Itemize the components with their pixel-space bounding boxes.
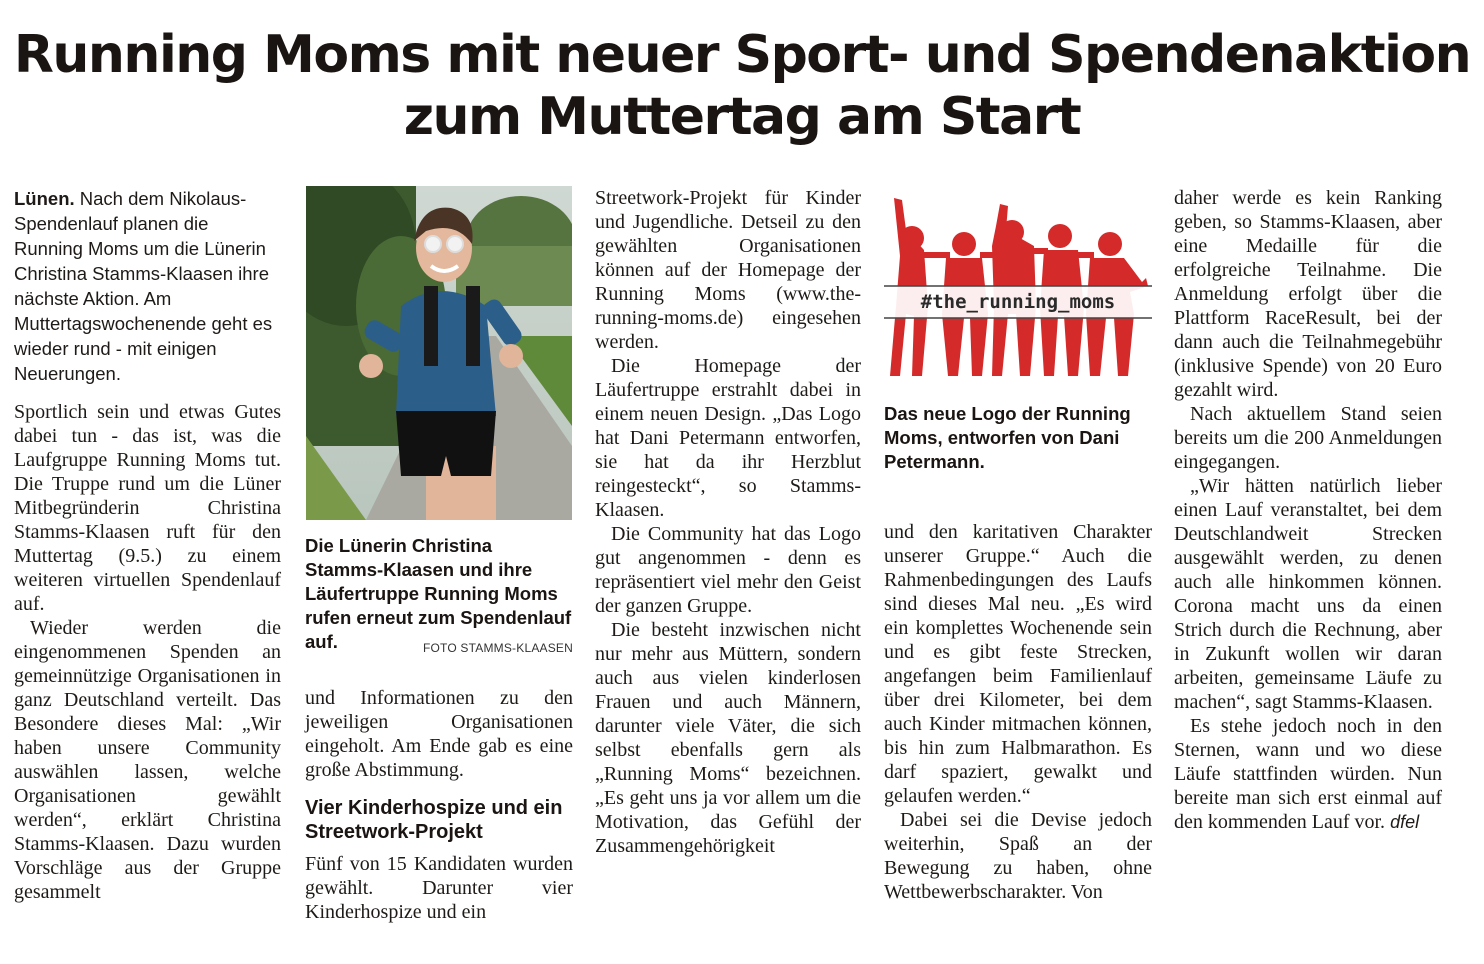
paragraph: daher werde es kein Ranking geben, so Stamms-Klaasen, aber eine Medaille für die erfolgreiche Teilnahme. Die Anmeldung erfolgt über die Plattform RaceResult, bei der dann auch die Teilnahmegebühr (inklusive Spende) von 20 Euro gezahlt wird. [1174,187,1442,401]
logo-hashtag-text: #the_running_moms [920,291,1116,313]
photo-caption-text: Die Lünerin Christina Stamms-Klaasen und ihre Läufertruppe Running Moms rufen erneut zum Spendenlauf auf. [305,535,572,652]
column-5 [1174,186,1442,834]
headline-line-2: zum Muttertag am Start [403,87,1081,147]
column-3 [595,186,861,858]
paragraph: Dabei sei die Devise jedoch weiterhin, Spaß an der Bewegung zu haben, ohne Wettbewerbscharakter. Von [884,809,1152,903]
column-1 [14,186,281,904]
paragraph: Streetwork-Projekt für Kinder und Jugendliche. Detseil zu den gewählten Organisationen können auf der Homepage der Running Moms (www.the-running-moms.de) eingesehen werden. [595,187,861,353]
intro-paragraph [14,186,281,386]
headline-line-1: Running Moms mit neuer Sport- und Spendenaktion [13,25,1471,85]
paragraph: Nach aktuellem Stand seien bereits um die 200 Anmeldungen eingegangen. [1174,403,1442,473]
paragraph [1174,714,1442,834]
logo-caption-block [884,402,1154,474]
logo-caption: Das neue Logo der Running Moms, entworfen von Dani Petermann. [884,403,1131,472]
article-headline [0,24,1484,148]
subheadline: Vier Kinderhospize und ein Streetwork-Projekt [305,797,563,843]
column-2 [305,686,573,924]
intro-text: Nach dem Nikolaus-Spendenlauf planen die Running Moms um die Lünerin Christina Stamms-Klaasen ihre nächste Aktion. Am Muttertagswochenende geht es wieder rund - mit einigen Neuerungen. [14,188,273,384]
author-signature: dfel [1390,812,1420,832]
runner-photo-image [306,186,572,520]
closing-text: Es stehe jedoch noch in den Sternen, wann und wo diese Läufe stattfinden würden. Nun bereite man sich erst einmal auf den kommenden Lauf vor. [1174,715,1442,833]
paragraph: Sportlich sein und etwas Gutes dabei tun - das ist, was die Laufgruppe Running Moms tut. Die Truppe rund um die Lüner Mitbegründerin Christina Stamms-Klaasen ruft für den Muttertag (9.5.) zu einem weiteren virtuellen Spendenlauf auf. [14,401,281,615]
photo-caption [305,534,573,654]
running-moms-logo [884,186,1152,382]
column-4 [884,520,1152,904]
photo-credit: FOTO STAMMS-KLAASEN [422,641,573,655]
paragraph: Wieder werden die eingenommenen Spenden an gemeinnützige Organisationen in ganz Deutschland verteilt. Das Besondere dieses Mal: „Wir haben unsere Community auswählen lassen, welche Organisationen gewählt werden“, erklärt Christina Stamms-Klaasen. Dazu wurden Vorschläge aus der Gruppe gesammelt [14,617,281,903]
paragraph: Die besteht inzwischen nicht nur mehr aus Müttern, sondern auch aus vielen kinderlosen Frauen und auch Männern, darunter viele Väter, die sich selbst ebenfalls gern als „Running Moms“ bezeichnen. „Es geht uns ja vor allem um die Motivation, das Gefühl der Zusammengehörigkeit [595,619,861,857]
paragraph: Die Community hat das Logo gut angenommen - denn es repräsentiert viel mehr den Geist der ganzen Gruppe. [595,523,861,617]
paragraph: und Informationen zu den jeweiligen Organisationen eingeholt. Am Ende gab es eine große Abstimmung. [305,687,573,781]
paragraph: und den karitativen Charakter unserer Gruppe.“ Auch die Rahmenbedingungen des Laufs sind dieses Mal neu. „Es wird ein komplettes Wochenende sein und es gibt feste Strecken, angefangen beim Familienlauf über drei Kilometer, bei dem auch Kinder mitmachen können, bis hin zum Halbmarathon. Es darf spaziert, gewalkt und gelaufen werden.“ [884,521,1152,807]
paragraph: „Wir hätten natürlich lieber einen Lauf veranstaltet, bei dem Deutschlandweit Strecken ausgewählt werden, zu denen auch alle hinkommen können. Corona macht uns da einen Strich durch die Rechnung, aber in Zukunft wollen wir daran arbeiten, gemeinsame Läufe zu machen“, sagt Stamms-Klaasen. [1174,475,1442,713]
running-women-logo-graphic [884,186,1152,382]
photo-caption-block [305,534,573,660]
paragraph: Die Homepage der Läufertruppe erstrahlt dabei in einem neuen Design. „Das Logo hat Dani Petermann entworfen, sie hat da ihr Herzblut reingesteckt“, so Stamms-Klaasen. [595,355,861,521]
paragraph: Fünf von 15 Kandidaten wurden gewählt. Darunter vier Kinderhospize und ein [305,853,573,923]
article-photo [306,186,572,520]
dateline: Lünen. [14,188,75,209]
